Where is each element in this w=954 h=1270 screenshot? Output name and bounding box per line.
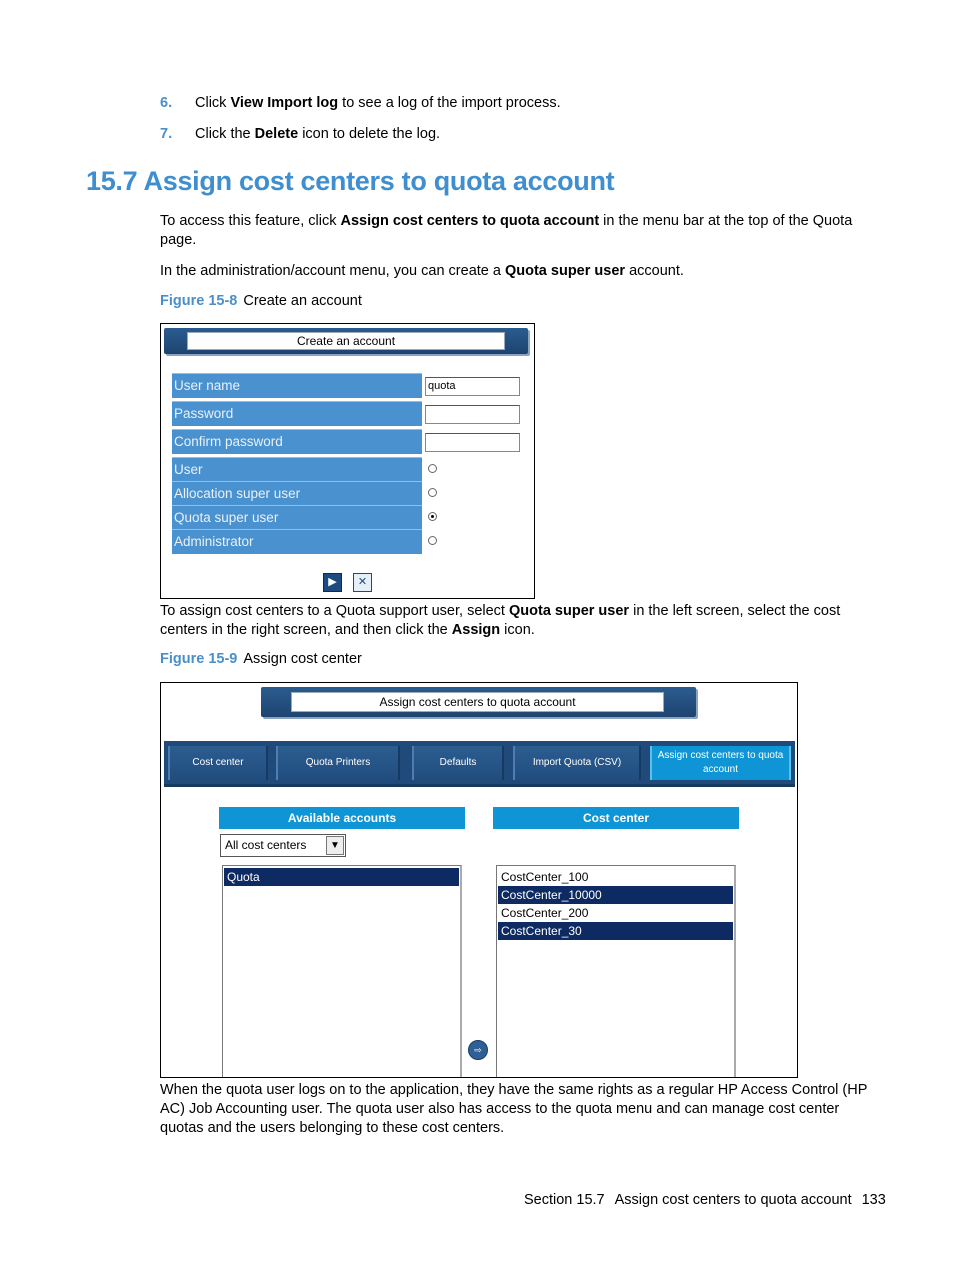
label-confirm-password: Confirm password [172, 429, 422, 454]
quota-menu-bar [164, 741, 795, 787]
list-item[interactable]: CostCenter_200 [501, 906, 589, 920]
close-icon[interactable]: ✕ [353, 573, 372, 592]
paragraph-assign-instructions [160, 602, 880, 640]
radio-quota-super-user[interactable] [428, 512, 437, 521]
figure-caption [160, 651, 362, 667]
tab-import-quota[interactable]: Import Quota (CSV) [513, 746, 641, 780]
para-bold: Quota super user [509, 603, 630, 619]
figure-caption-text: Assign cost center [243, 651, 362, 667]
para-bold: Quota super user [504, 263, 626, 279]
step-text-post: icon to delete the log. [298, 126, 441, 142]
footer-section: Section 15.7 [524, 1192, 605, 1208]
paragraph-access [160, 212, 880, 250]
step-text-pre: Click [195, 95, 231, 111]
figure-number: Figure 15-9 [160, 651, 238, 667]
page-number: 133 [861, 1192, 886, 1208]
para-text: in the menu bar at the top of the Quota page. [160, 213, 853, 248]
footer-title: Assign cost centers to quota account [614, 1192, 852, 1208]
cost-center-filter-select[interactable] [220, 834, 346, 857]
label-allocation-super-user: Allocation super user [172, 481, 422, 506]
step-7 [160, 126, 440, 142]
radio-administrator[interactable] [428, 536, 437, 545]
dialog-title-bar [164, 328, 528, 354]
dialog-title: Create an account [187, 332, 505, 350]
label-user-name: User name [172, 373, 422, 398]
window-title-bar [261, 687, 696, 717]
para-text: icon. [500, 622, 535, 638]
list-item[interactable]: CostCenter_10000 [498, 886, 733, 904]
step-number: 6. [160, 95, 173, 111]
user-name-input[interactable]: quota [425, 377, 520, 396]
create-account-figure [160, 323, 535, 599]
page-footer [524, 1192, 886, 1208]
radio-user[interactable] [428, 464, 437, 473]
available-accounts-header: Available accounts [219, 807, 465, 829]
step-6 [160, 95, 561, 111]
assign-cost-center-figure [160, 682, 798, 1078]
confirm-password-input[interactable] [425, 433, 520, 452]
section-heading: 15.7 Assign cost centers to quota account [86, 166, 615, 196]
chevron-down-icon[interactable]: ▼ [326, 836, 344, 855]
list-item[interactable]: CostCenter_100 [501, 870, 589, 884]
assign-icon[interactable]: ⇨ [468, 1040, 488, 1060]
para-text: In the administration/account menu, you can create a [160, 263, 505, 279]
paragraph-admin-menu [160, 262, 880, 281]
label-user: User [172, 457, 422, 482]
paragraph-quota-user-rights: When the quota user logs on to the application, they have the same rights as a regular HP Access Control (HP AC) Job Accounting user. The quota user also has access to the quota menu and can manage cost center quotas and the users belonging to these cost centers. [160, 1082, 868, 1136]
password-input[interactable] [425, 405, 520, 424]
cost-center-header: Cost center [493, 807, 739, 829]
label-administrator: Administrator [172, 529, 422, 554]
para-text: account. [625, 263, 684, 279]
step-text-post: to see a log of the import process. [338, 95, 561, 111]
para-text: To assign cost centers to a Quota support user, select [160, 603, 509, 619]
radio-allocation-super-user[interactable] [428, 488, 437, 497]
step-text-pre: Click the [195, 126, 255, 142]
tab-assign-cost-centers[interactable]: Assign cost centers to quota account [650, 746, 791, 780]
list-item[interactable]: Quota [224, 868, 459, 886]
para-text: in the left screen, select the cost centers in the right screen, and then click the [160, 603, 841, 638]
cost-centers-list[interactable] [496, 865, 736, 1078]
window-title: Assign cost centers to quota account [291, 692, 664, 712]
tab-cost-center[interactable]: Cost center [168, 746, 268, 780]
figure-number: Figure 15-8 [160, 293, 238, 309]
para-bold: Assign [451, 622, 501, 638]
accounts-list[interactable] [222, 865, 462, 1078]
para-bold: Assign cost centers to quota account [340, 213, 600, 229]
figure-caption [160, 293, 362, 309]
play-icon[interactable]: ▶ [323, 573, 342, 592]
step-number: 7. [160, 126, 173, 142]
label-quota-super-user: Quota super user [172, 505, 422, 530]
step-text-bold: View Import log [230, 95, 339, 111]
figure-caption-text: Create an account [243, 293, 362, 309]
label-password: Password [172, 401, 422, 426]
tab-quota-printers[interactable]: Quota Printers [276, 746, 400, 780]
step-text-bold: Delete [254, 126, 299, 142]
tab-defaults[interactable]: Defaults [412, 746, 504, 780]
list-item[interactable]: CostCenter_30 [498, 922, 733, 940]
filter-value: All cost centers [225, 838, 307, 852]
para-text: To access this feature, click [160, 213, 341, 229]
